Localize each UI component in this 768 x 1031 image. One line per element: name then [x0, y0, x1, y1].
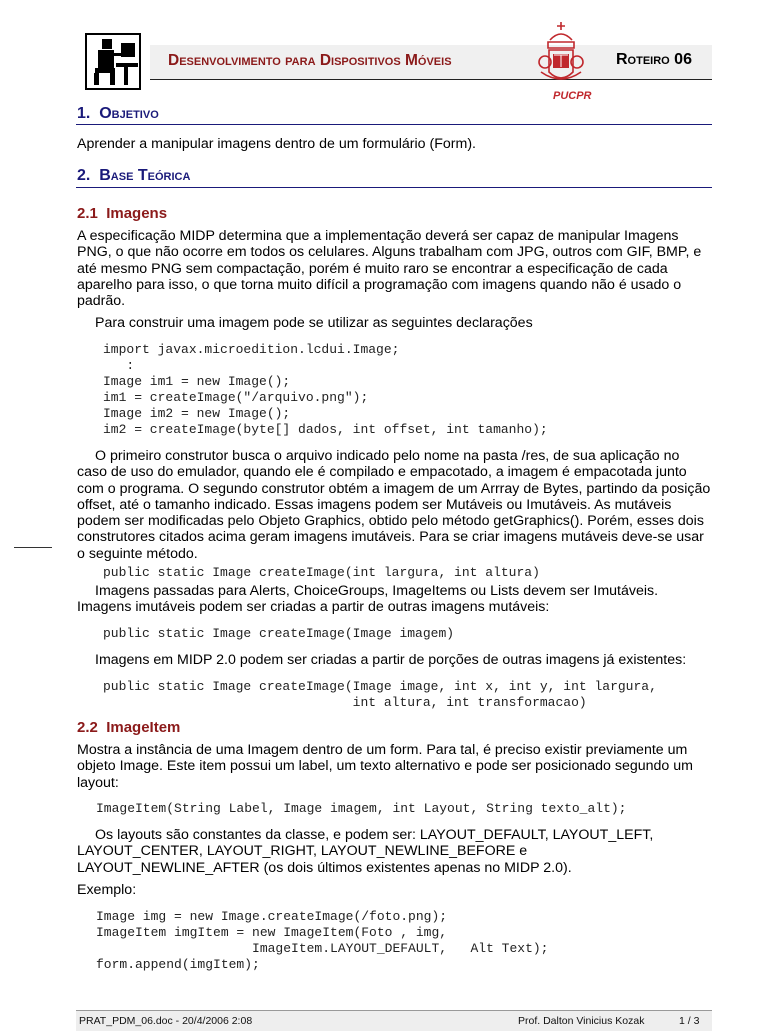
paragraph: A especificação MIDP determina que a implementação deverá ser capaz de manipular Imagens PNG, o que não ocorre em todos os celulares. Alguns trabalham com JPG, outros com GIF, BMP, e até mesmo PNG sem compactação, porém é muito raro se encontrar a especificação de cada aparelho para isso, o que torna muito difícil a programação com imagens quando não é usado o padrão.	[77, 228, 702, 310]
paragraph: Imagens em MIDP 2.0 podem ser criadas a partir de porções de outras imagens já existentes:	[95, 652, 687, 668]
section-title: Base Teórica	[99, 167, 191, 184]
header-rule	[76, 79, 712, 80]
course-title: Desenvolvimento para Dispositivos Móveis	[168, 52, 452, 69]
section-number: 1.	[77, 105, 91, 122]
code-block: public static Image createImage(int largura, int altura)	[103, 565, 540, 580]
roteiro-number: Roteiro 06	[616, 51, 692, 68]
section-rule	[76, 124, 712, 125]
paragraph: Mostra a instância de uma Imagem dentro de um form. Para tal, é preciso existir previamente um objeto Image. Este item possui um label, um texto alternativo e pode ser posicionado segundo um layout:	[77, 742, 693, 791]
footer-author: Prof. Dalton Vinicius Kozak	[518, 1015, 645, 1027]
section-1-heading	[77, 105, 159, 123]
paragraph: Exemplo:	[77, 882, 137, 898]
paragraph: Para construir uma imagem pode se utilizar as seguintes declarações	[95, 315, 533, 331]
code-block: ImageItem(String Label, Image imagem, int Layout, String texto_alt);	[96, 801, 627, 816]
section-2-heading	[77, 167, 190, 185]
subsection-number: 2.1	[77, 205, 98, 222]
section-title: Objetivo	[99, 105, 159, 122]
margin-mark	[14, 547, 52, 548]
code-block: public static Image createImage(Image image, int x, int y, int largura, int altura, int transformacao)	[103, 679, 657, 710]
code-block: import javax.microedition.lcdui.Image; : Image im1 = new Image(); im1 = createImage("/arquivo.png"); Image im2 = new Image(); im2 = createImage(byte[] dados, int offset, int tamanho);	[103, 342, 548, 437]
section-rule	[76, 187, 712, 188]
paragraph: Imagens passadas para Alerts, ChoiceGroups, ImageItems ou Lists devem ser Imutáveis. Imagens imutáveis podem ser criadas a partir de outras imagens mutáveis:	[77, 583, 659, 616]
code-block: public static Image createImage(Image imagem)	[103, 626, 455, 641]
paragraph: Os layouts são constantes da classe, e podem ser: LAYOUT_DEFAULT, LAYOUT_LEFT, LAYOUT_CENTER, LAYOUT_RIGHT, LAYOUT_NEWLINE_BEFORE e LAYOUT_NEWLINE_AFTER (os dois últimos existentes apenas no MIDP 2.0).	[77, 827, 654, 876]
footer-page: 1 / 3	[679, 1015, 700, 1027]
subsection-title: Imagens	[106, 205, 168, 222]
subsection-2-1-heading	[77, 205, 167, 222]
code-block: Image img = new Image.createImage(/foto.png); ImageItem imgItem = new ImageItem(Foto , img, ImageItem.LAYOUT_DEFAULT, Alt Text); form.append(imgItem);	[96, 909, 549, 972]
computer-user-logo	[76, 31, 150, 91]
objective-text: Aprender a manipular imagens dentro de um formulário (Form).	[77, 136, 476, 152]
footer-file: PRAT_PDM_06.doc - 20/4/2006 2:08	[79, 1015, 253, 1027]
subsection-number: 2.2	[77, 719, 98, 736]
subsection-title: ImageItem	[106, 719, 181, 736]
institution-name: PUCPR	[553, 90, 592, 102]
paragraph: O primeiro construtor busca o arquivo indicado pelo nome na pasta /res, de sua aplicação no caso de uso do emulador, quando ele é compilado e empacotado, a imagem é empacotada junto com o programa. O segundo construtor obtém a imagem de um Arrray de Bytes, partindo da posição offset, até o tamanho indicado. Essas imagens podem ser Mutáveis ou Imutáveis. As mutáveis podem ser modificadas pelo Objeto Graphics, obtido pelo método getGraphics(). Porém, esses dois construtores citados acima geram imagens imutáveis. Para se criar imagens mutáveis deve-se usar o seguinte método.	[77, 448, 711, 562]
section-number: 2.	[77, 167, 91, 184]
subsection-2-2-heading	[77, 719, 180, 736]
